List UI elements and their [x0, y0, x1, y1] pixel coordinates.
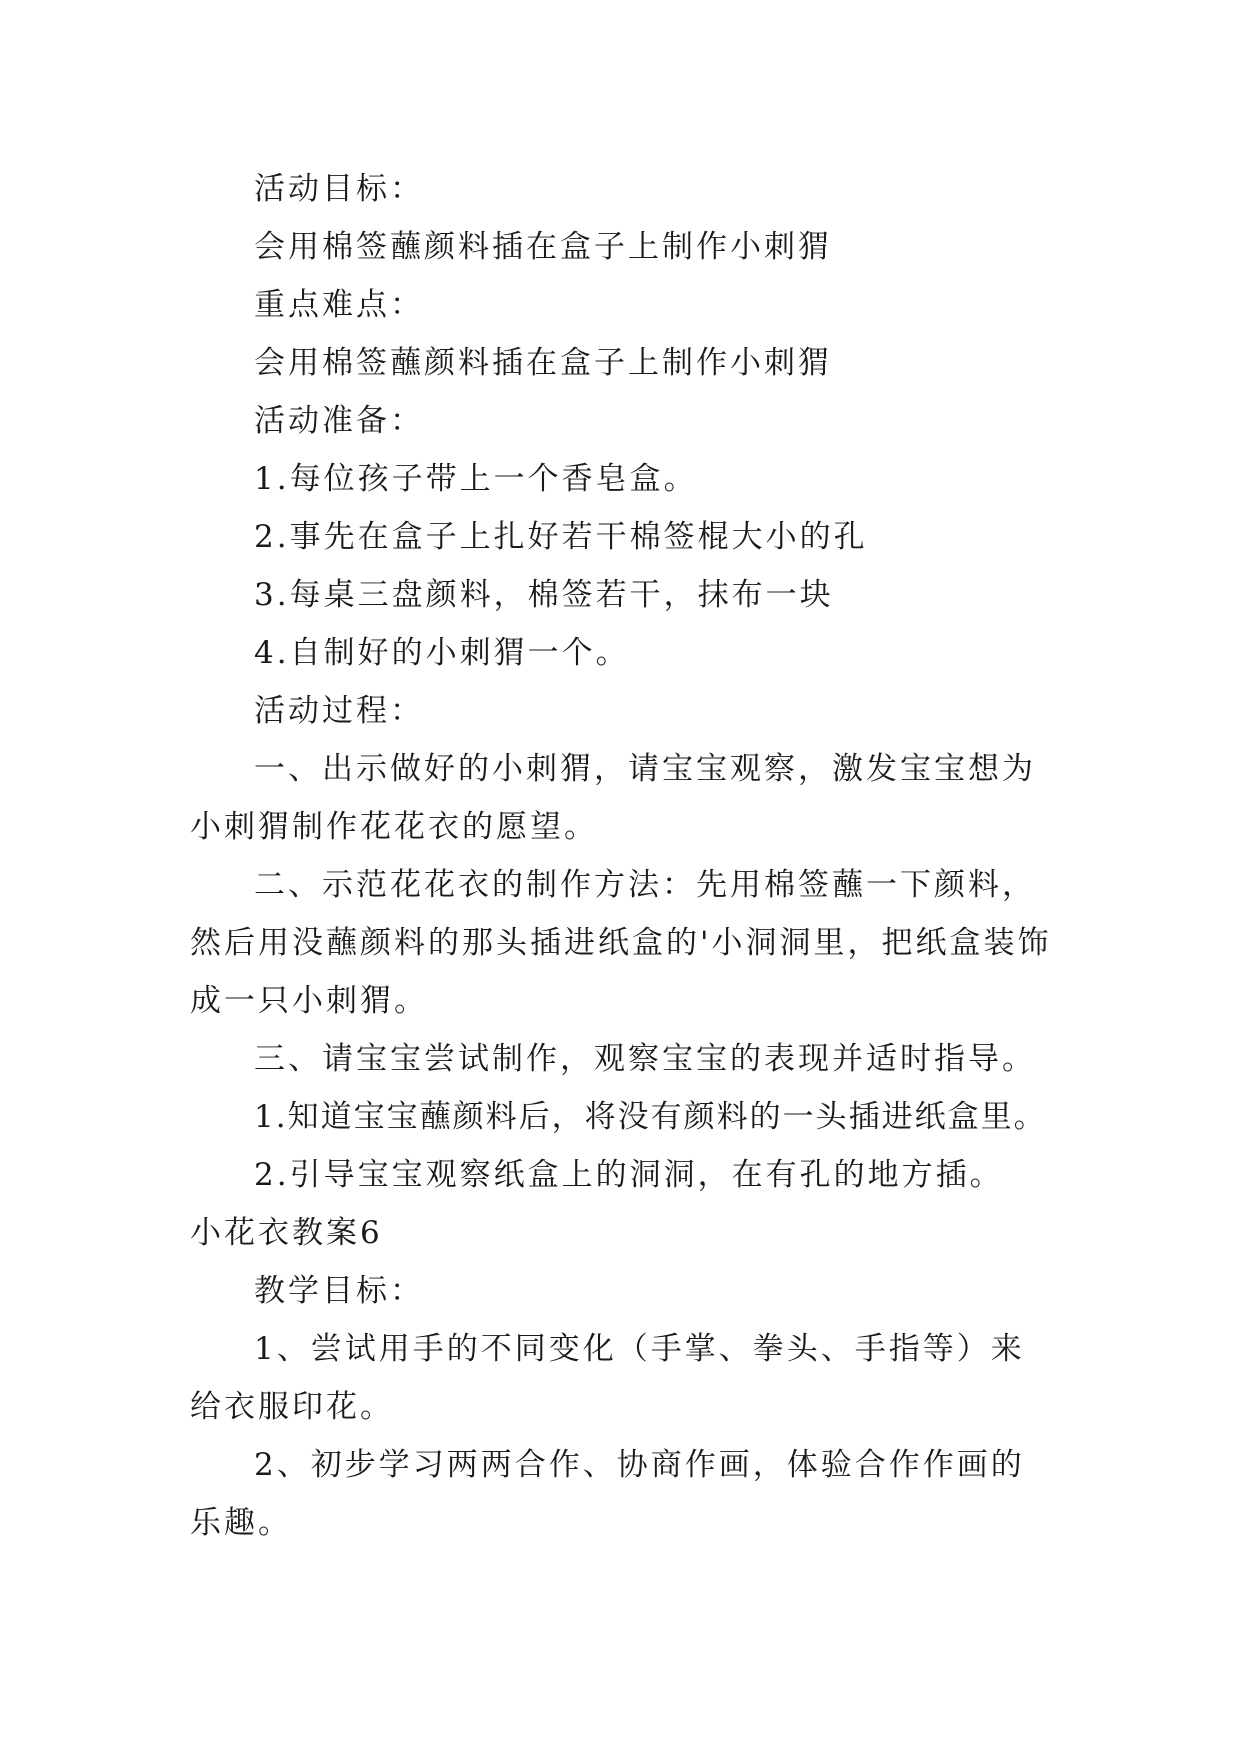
section-heading-preparation: 活动准备： — [254, 403, 424, 439]
list-item-preparation-2: 2.事先在盒子上扎好若干棉签棍大小的孔 — [254, 519, 868, 555]
paragraph-process-step-2: 二、示范花花衣的制作方法：先用棉签蘸一下颜料，然后用没蘸颜料的那头插进纸盒的'小洞洞里，把纸盒装饰成一只小刺猬。 — [190, 867, 1052, 1019]
section-heading-activity-goals: 活动目标： — [254, 171, 424, 207]
section-heading-key-points: 重点难点： — [254, 287, 424, 323]
list-item-teaching-goal-1: 1、尝试用手的不同变化（手掌、拳头、手指等）来给衣服印花。 — [190, 1331, 1025, 1425]
section-heading-process: 活动过程： — [254, 693, 424, 729]
section-heading-teaching-goals: 教学目标： — [254, 1273, 424, 1309]
paragraph-goal-text: 会用棉签蘸颜料插在盒子上制作小刺猬 — [254, 229, 832, 265]
list-item-preparation-3: 3.每桌三盘颜料，棉签若干，抹布一块 — [254, 577, 834, 613]
list-item-preparation-4: 4.自制好的小刺猬一个。 — [254, 635, 630, 671]
list-item-guidance-1: 1.知道宝宝蘸颜料后，将没有颜料的一头插进纸盒里。 — [254, 1099, 1047, 1135]
lesson-title: 小花衣教案6 — [190, 1215, 383, 1251]
paragraph-key-points-text: 会用棉签蘸颜料插在盒子上制作小刺猬 — [254, 345, 832, 381]
document-body — [190, 160, 1058, 1552]
list-item-guidance-2: 2.引导宝宝观察纸盒上的洞洞，在有孔的地方插。 — [254, 1157, 1004, 1193]
list-item-teaching-goal-2: 2、初步学习两两合作、协商作画，体验合作作画的乐趣。 — [190, 1447, 1025, 1541]
paragraph-process-step-1: 一、出示做好的小刺猬，请宝宝观察，激发宝宝想为小刺猬制作花花衣的愿望。 — [190, 751, 1036, 845]
list-item-preparation-1: 1.每位孩子带上一个香皂盒。 — [254, 461, 698, 497]
paragraph-process-step-3: 三、请宝宝尝试制作，观察宝宝的表现并适时指导。 — [254, 1041, 1036, 1077]
